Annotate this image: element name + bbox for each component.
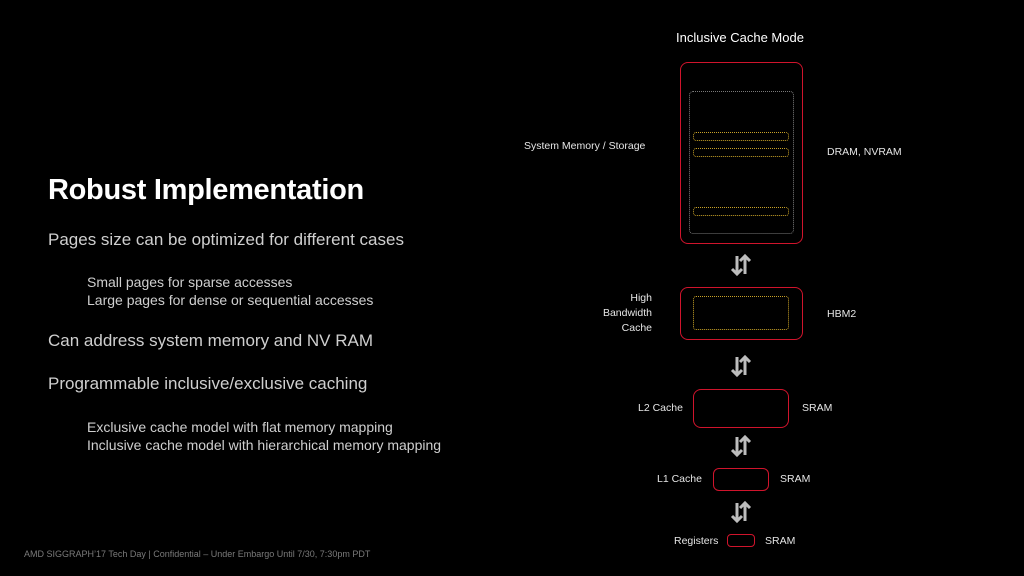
l1-cache-label: L1 Cache bbox=[657, 473, 702, 485]
updown-arrows-icon bbox=[729, 354, 753, 378]
dram-nvram-label: DRAM, NVRAM bbox=[827, 146, 902, 158]
updown-arrows-icon bbox=[729, 253, 753, 277]
registers-sram-label: SRAM bbox=[765, 535, 796, 547]
hbc-label-line-1: High bbox=[630, 292, 652, 304]
l1-cache-box bbox=[713, 468, 769, 491]
hbc-label-line-3: Cache bbox=[621, 322, 652, 334]
slide-title: Robust Implementation bbox=[48, 174, 364, 206]
sub-bullet-exclusive: Exclusive cache model with flat memory mapping bbox=[87, 419, 393, 435]
l2-cache-label: L2 Cache bbox=[638, 402, 683, 414]
sub-bullet-large-pages: Large pages for dense or sequential accesses bbox=[87, 292, 374, 308]
hbc-pages bbox=[693, 296, 789, 330]
sub-bullet-small-pages: Small pages for sparse accesses bbox=[87, 274, 293, 290]
cached-page-2 bbox=[693, 148, 789, 157]
system-memory-label: System Memory / Storage bbox=[524, 140, 646, 152]
hbc-label bbox=[580, 291, 652, 336]
sub-bullet-inclusive: Inclusive cache model with hierarchical memory mapping bbox=[87, 437, 442, 453]
bullet-caching: Programmable inclusive/exclusive caching bbox=[48, 374, 368, 393]
registers-box bbox=[727, 534, 755, 547]
bullet-system-memory: Can address system memory and NV RAM bbox=[48, 331, 373, 350]
bullet-page-size: Pages size can be optimized for different cases bbox=[48, 230, 404, 249]
updown-arrows-icon bbox=[729, 434, 753, 458]
hbc-label-line-2: Bandwidth bbox=[602, 307, 652, 319]
footer-text: AMD SIGGRAPH’17 Tech Day | Confidential – Under Embargo Until 7/30, 7:30pm PDT bbox=[24, 549, 371, 559]
registers-label: Registers bbox=[674, 535, 719, 547]
l1-sram-label: SRAM bbox=[780, 473, 811, 485]
l2-sram-label: SRAM bbox=[802, 402, 833, 414]
l2-cache-box bbox=[693, 389, 789, 428]
updown-arrows-icon bbox=[729, 500, 753, 524]
cached-page-3 bbox=[693, 207, 789, 216]
diagram-title: Inclusive Cache Mode bbox=[676, 30, 804, 45]
hbm2-label: HBM2 bbox=[827, 308, 857, 320]
cached-page-1 bbox=[693, 132, 789, 141]
